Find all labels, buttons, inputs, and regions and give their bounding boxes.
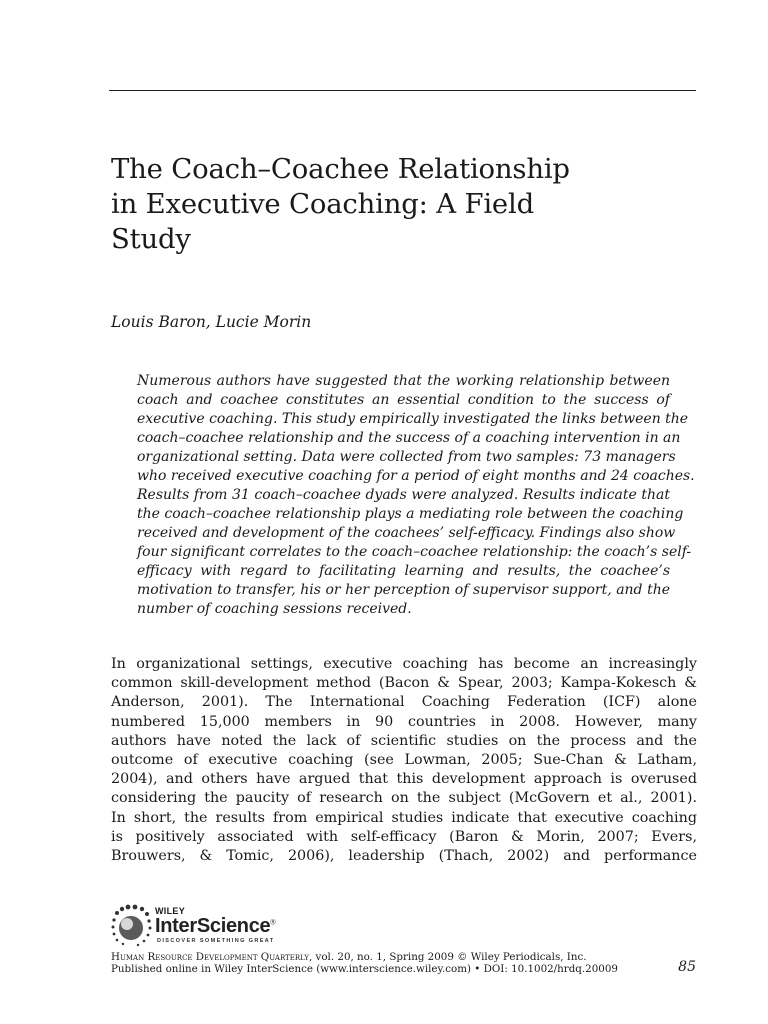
published-online: Published online in Wiley InterScience (www.interscience.wiley.com) • DOI: 10.1002/hrdq.20009 <box>111 963 618 975</box>
registered-mark: ® <box>270 919 276 927</box>
logo-brand-text: InterScience <box>155 915 271 937</box>
footer-citation <box>111 951 618 975</box>
page-number: 85 <box>678 959 696 975</box>
abstract-line: the coach–coachee relationship plays a mediating role between the coaching <box>137 506 684 522</box>
abstract-line: received and development of the coachees’ self-efficacy. Findings also show <box>137 525 676 541</box>
body-line: In organizational settings, executive coaching has become an increasingly <box>111 656 697 672</box>
abstract-line: Results from 31 coach–coachee dyads were analyzed. Results indicate that <box>137 487 670 503</box>
title-line: in Executive Coaching: A Field <box>111 188 534 220</box>
journal-name: Human Resource Development Quarterly <box>111 951 309 963</box>
journal-citation: , vol. 20, no. 1, Spring 2009 © Wiley Periodicals, Inc. <box>308 951 587 963</box>
body-line: In short, the results from empirical studies indicate that executive coaching <box>111 809 697 826</box>
article-title <box>111 152 671 257</box>
body-line: is positively associated with self-efficacy (Baron & Morin, 2007; Evers, <box>111 828 697 845</box>
body-line: 2004), and others have argued that this development approach is overused <box>111 771 697 788</box>
logo-publisher: WILEY <box>155 906 185 916</box>
abstract <box>137 372 695 619</box>
logo-brand <box>155 915 275 938</box>
body-line: numbered 15,000 members in 90 countries in 2008. However, many <box>111 713 697 730</box>
abstract-line: Numerous authors have suggested that the working relationship between <box>137 373 670 389</box>
body-line: considering the paucity of research on the subject (McGovern et al., 2001). <box>111 790 697 807</box>
header-rule <box>109 90 696 91</box>
body-line: authors have noted the lack of scientific studies on the process and the <box>111 732 697 749</box>
body-line: common skill-development method (Bacon & Spear, 2003; Kampa-Kokesch & <box>111 675 697 692</box>
body-line: Brouwers, & Tomic, 2006), leadership (Thach, 2002) and performance <box>111 848 697 865</box>
logo-tagline: DISCOVER SOMETHING GREAT <box>157 938 275 944</box>
abstract-line: coach–coachee relationship and the success of a coaching intervention in an <box>137 430 681 446</box>
abstract-line: organizational setting. Data were collected from two samples: 73 managers <box>137 449 676 465</box>
abstract-line: efficacy with regard to facilitating learning and results, the coachee’s <box>137 563 670 579</box>
wiley-interscience-logo <box>111 904 371 948</box>
abstract-line: number of coaching sessions received. <box>137 601 412 617</box>
authors: Louis Baron, Lucie Morin <box>111 313 312 331</box>
body-line: Anderson, 2001). The International Coaching Federation (ICF) alone <box>111 694 697 711</box>
body-paragraph <box>111 655 697 866</box>
dot-swirl-icon <box>111 904 153 948</box>
abstract-line: who received executive coaching for a period of eight months and 24 coaches. <box>137 468 695 484</box>
body-line: outcome of executive coaching (see Lowman, 2005; Sue-Chan & Latham, <box>111 752 697 769</box>
abstract-line: motivation to transfer, his or her perception of supervisor support, and the <box>137 582 670 598</box>
abstract-line: executive coaching. This study empirically investigated the links between the <box>137 411 689 427</box>
abstract-line: four significant correlates to the coach–coachee relationship: the coach’s self- <box>137 544 692 560</box>
abstract-line: coach and coachee constitutes an essential condition to the success of <box>137 392 670 408</box>
title-line: The Coach–Coachee Relationship <box>111 153 570 185</box>
title-line: Study <box>111 223 191 255</box>
